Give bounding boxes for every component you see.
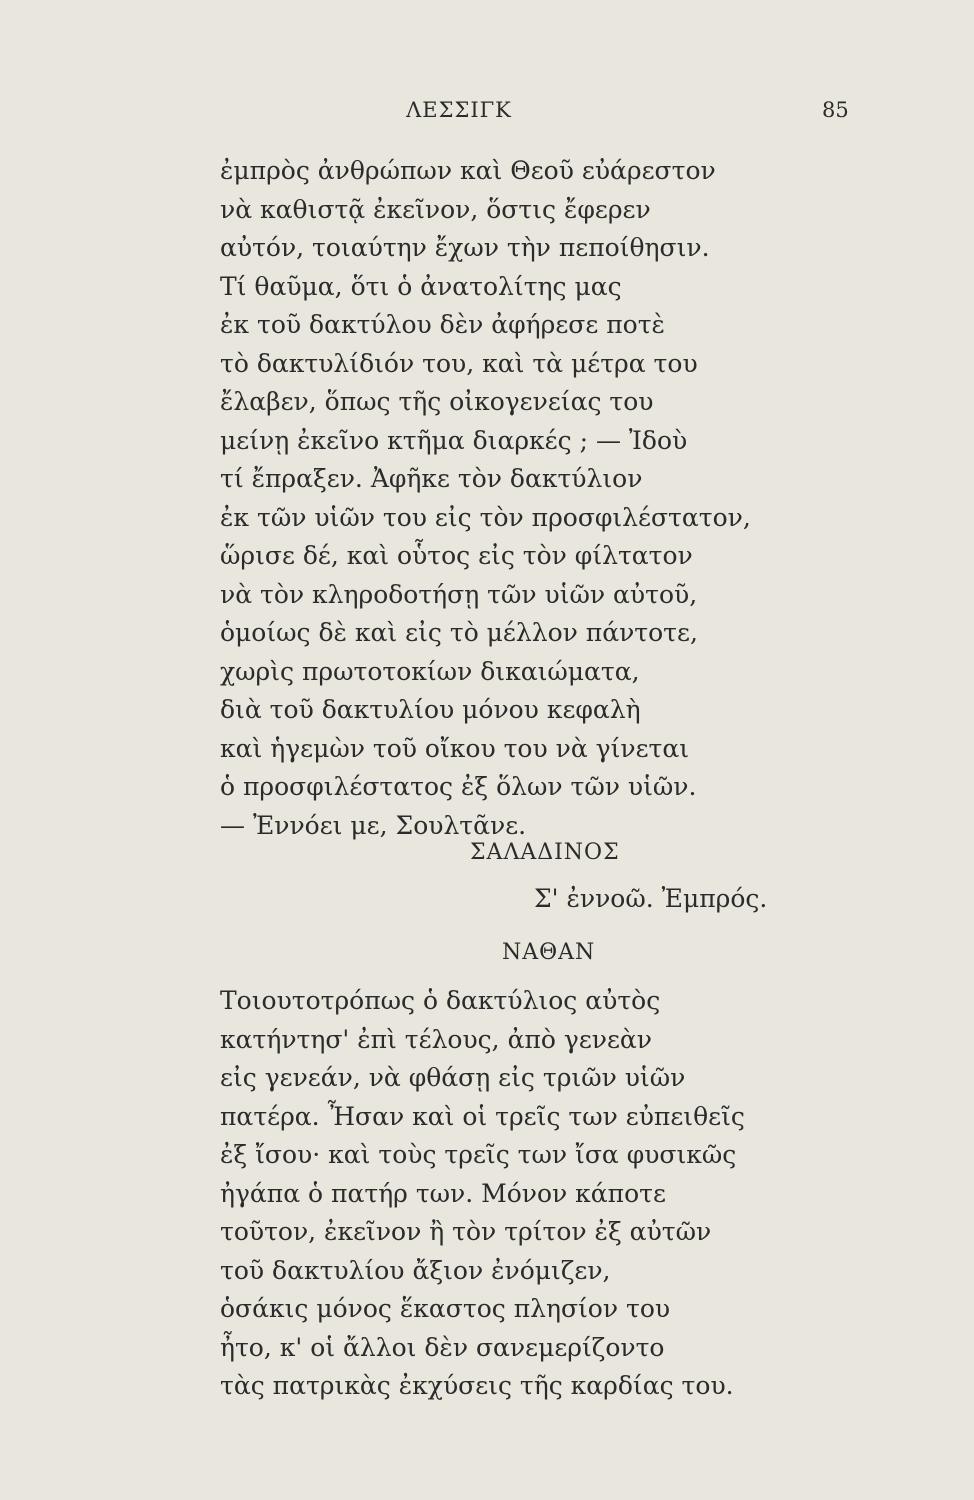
verse-line: ὁ προσφιλέστατος ἐξ ὅλων τῶν υἱῶν.: [220, 772, 697, 801]
speaker-saladin: ΣΑΛΑΔΙΝΟΣ: [470, 840, 620, 865]
verse-line: Τί θαῦμα, ὅτι ὁ ἀνατολίτης μας: [220, 271, 622, 301]
verse-line: εἰς γενεάν, νὰ φθάσῃ εἰς τριῶν υἱῶν: [220, 1063, 686, 1092]
verse-line: ὥρισε δέ, καὶ οὗτος εἰς τὸν φίλτατον: [220, 541, 693, 570]
verse-line: ἐκ τῶν υἱῶν του εἰς τὸν προσφιλέστατον,: [220, 502, 751, 532]
verse-line: διὰ τοῦ δακτυλίου μόνου κεφαλὴ: [220, 695, 641, 724]
verse-line: τί ἔπραξεν. Ἀφῆκε τὸν δακτύλιον: [220, 464, 643, 493]
page-number: 85: [822, 98, 849, 122]
verse-line: τοῦτον, ἐκεῖνον ἢ τὸν τρίτον ἐξ αὐτῶν: [220, 1217, 712, 1246]
verse-line: ὁμοίως δὲ καὶ εἰς τὸ μέλλον πάντοτε,: [220, 618, 698, 647]
verse-line: πατέρα. Ἦσαν καὶ οἱ τρεῖς των εὐπειθεῖς: [220, 1101, 745, 1131]
verse-line: Τοιουτοτρόπως ὁ δακτύλιος αὐτὸς: [220, 986, 661, 1015]
verse-line: ἦτο, κ' οἱ ἄλλοι δὲν σανεμερίζοντο: [220, 1332, 665, 1362]
verse-line: χωρὶς πρωτοτοκίων δικαιώματα,: [220, 656, 640, 686]
verse-line: τὸ δακτυλίδιόν του, καὶ τὰ μέτρα του: [220, 348, 698, 378]
verse-line: ἐξ ἴσου· καὶ τοὺς τρεῖς των ἴσα φυσικῶς: [220, 1140, 737, 1169]
verse-line: μείνῃ ἐκεῖνο κτῆμα διαρκές ; — Ἰδοὺ: [220, 425, 688, 455]
verse-line: ἠγάπα ὁ πατήρ των. Μόνον κάποτε: [220, 1178, 666, 1208]
running-title: ΛΕΣΣΙΓΚ: [406, 98, 512, 122]
saladin-reply: Σ' ἐννοῶ. Ἐμπρός.: [534, 884, 768, 913]
verse-line: ἐκ τοῦ δακτύλου δὲν ἀφήρεσε ποτὲ: [220, 310, 665, 339]
verse-line: — Ἐννόει με, Σουλτᾶνε.: [220, 810, 527, 840]
verse-line: καὶ ἡγεμὼν τοῦ οἴκου του νὰ γίνεται: [220, 733, 690, 763]
verse-line: αὐτόν, τοιαύτην ἔχων τὴν πεποίθησιν.: [220, 233, 710, 262]
speaker-nathan: ΝΑΘΑΝ: [502, 940, 596, 965]
verse-line: ὁσάκις μόνος ἕκαστος πλησίον του: [220, 1294, 671, 1323]
verse-line: κατήντησ' ἐπὶ τέλους, ἀπὸ γενεὰν: [220, 1024, 653, 1054]
verse-line: τοῦ δακτυλίου ἄξιον ἐνόμιζεν,: [220, 1255, 611, 1285]
verse-block-1: [220, 152, 751, 845]
verse-line: τὰς πατρικὰς ἐκχύσεις τῆς καρδίας του.: [220, 1371, 734, 1400]
verse-line: νὰ τὸν κληροδοτήσῃ τῶν υἱῶν αὐτοῦ,: [220, 579, 698, 609]
verse-line: ἐμπρὸς ἀνθρώπων καὶ Θεοῦ εὐάρεστον: [220, 156, 716, 185]
verse-line: νὰ καθιστᾷ ἐκεῖνον, ὅστις ἔφερεν: [220, 194, 651, 224]
verse-line: ἔλαβεν, ὅπως τῆς οἰκογενείας του: [220, 387, 654, 416]
verse-block-2: [220, 982, 745, 1406]
